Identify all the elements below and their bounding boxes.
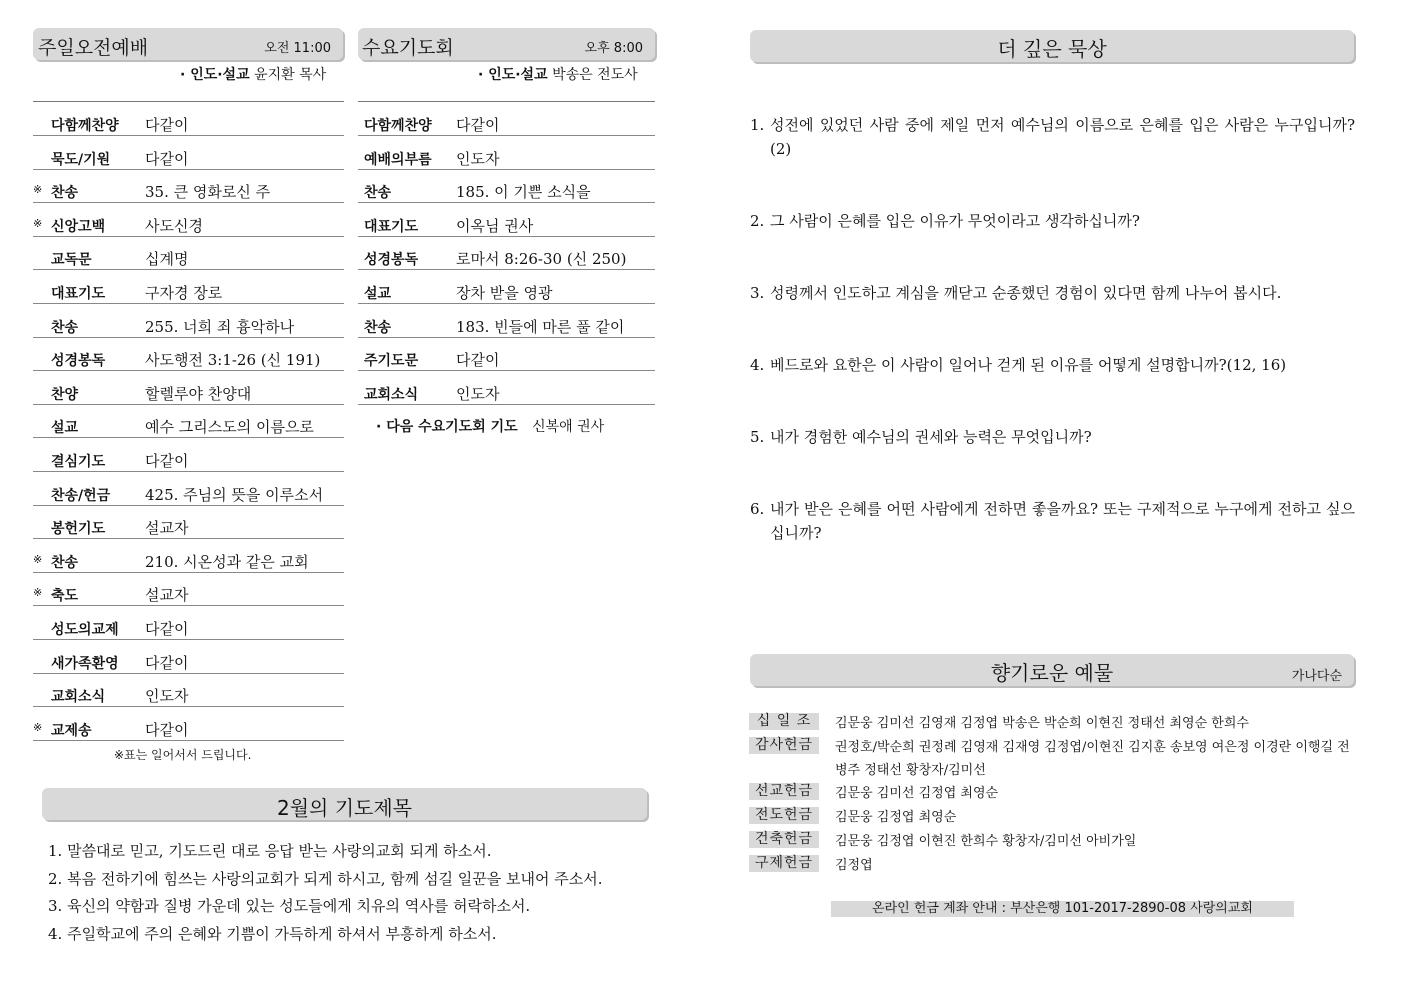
prayer-list — [48, 838, 602, 948]
offering-names: 김문웅 김미선 김정엽 최영순 — [835, 786, 999, 801]
service-row — [358, 270, 655, 304]
service-row — [33, 102, 344, 136]
row-value: 장차 받을 영광 — [456, 284, 553, 302]
offering-names: 김문웅 김정엽 최영순 — [835, 810, 957, 825]
standing-mark: ※ — [33, 216, 43, 230]
row-label: 찬양 — [51, 386, 79, 403]
row-value: 다같이 — [456, 116, 500, 134]
row-label: 교독문 — [51, 252, 92, 269]
wednesday-header — [358, 28, 655, 60]
prayer-item: 4. 주일학교에 주의 은혜와 기쁨이 가득하게 하셔서 부흥하게 하소서. — [48, 924, 497, 943]
row-value: 인도자 — [456, 384, 500, 403]
prayer-item: 3. 육신의 약함과 질병 가운데 있는 성도들에게 치유의 역사를 허락하소서. — [48, 897, 531, 915]
service-row — [33, 270, 344, 304]
question-item — [750, 281, 1355, 305]
sunday-header — [33, 28, 343, 60]
row-label: 주기도문 — [364, 353, 419, 370]
question-text: 내가 경험한 예수님의 권세와 능력은 무엇입니까? — [770, 428, 1092, 446]
meditation-title: 더 깊은 묵상 — [997, 37, 1107, 61]
offering-category: 십 일 조 — [749, 713, 819, 730]
service-row — [358, 136, 655, 170]
row-value: 255. 너희 죄 흉악하나 — [145, 317, 295, 336]
sunday-title: 주일오전예배 — [38, 37, 149, 59]
row-value: 185. 이 기쁜 소식을 — [456, 183, 591, 202]
question-item — [750, 425, 1355, 449]
row-label: 대표기도 — [364, 218, 419, 235]
row-value: 다같이 — [145, 116, 189, 134]
leader-name: 박송은 전도사 — [552, 67, 638, 83]
service-row — [358, 236, 655, 270]
service-row — [33, 236, 344, 270]
offering-names: 김정엽 — [835, 858, 873, 873]
prayer-title: 2월의 기도제목 — [276, 796, 412, 820]
service-row — [33, 304, 344, 338]
leader-label: · 인도·설교 — [478, 67, 548, 83]
question-number: 4. — [750, 356, 765, 374]
row-value: 35. 큰 영화로신 주 — [145, 183, 271, 202]
row-value: 설교자 — [145, 519, 189, 538]
service-row — [33, 707, 344, 741]
service-row — [33, 505, 344, 539]
row-value: 사도신경 — [145, 216, 203, 235]
question-item — [750, 353, 1355, 377]
service-row — [358, 102, 655, 136]
service-row — [33, 169, 344, 203]
row-label: 찬송 — [364, 185, 392, 202]
row-label: 봉헌기도 — [51, 521, 106, 538]
sunday-leader — [180, 64, 326, 84]
service-row — [33, 337, 344, 371]
row-value: 십계명 — [145, 250, 189, 269]
question-number: 5. — [750, 428, 765, 446]
row-label: 찬송/헌금 — [51, 487, 111, 504]
row-value: 할렐루야 찬양대 — [145, 384, 252, 403]
service-row — [33, 472, 344, 506]
row-label: 찬송 — [51, 319, 79, 336]
question-item — [750, 497, 1355, 545]
offering-names: 김문웅 김정엽 이현진 한희수 황창자/김미선 아비가일 — [835, 834, 1137, 849]
row-value: 설교자 — [145, 586, 189, 605]
next-prayer-note — [376, 416, 604, 436]
offering-order-note: 가나다순 — [1291, 669, 1342, 684]
standing-note: ※표는 일어서서 드립니다. — [114, 748, 252, 762]
offering-category: 구제헌금 — [749, 855, 819, 872]
row-label: 찬송 — [364, 319, 392, 336]
row-value: 183. 빈들에 마른 풀 같이 — [456, 317, 625, 336]
row-value: 구자경 장로 — [145, 284, 223, 302]
offering-category: 감사헌금 — [749, 737, 819, 754]
service-row — [358, 337, 655, 371]
service-row — [33, 404, 344, 438]
service-row — [33, 371, 344, 405]
row-value: 다같이 — [145, 452, 189, 470]
service-row — [33, 136, 344, 170]
service-row — [33, 673, 344, 707]
row-value: 로마서 8:26-30 (신 250) — [456, 250, 627, 269]
service-row — [33, 203, 344, 237]
row-value: 인도자 — [456, 149, 500, 168]
row-label: 예배의부름 — [364, 151, 432, 168]
row-label: 교회소식 — [51, 689, 106, 706]
standing-mark: ※ — [33, 720, 43, 734]
question-number: 2. — [750, 212, 765, 230]
service-row — [358, 304, 655, 338]
offering-names: 김문웅 김미선 김영재 김정엽 박송은 박순희 이현진 정태선 최영순 한희수 — [835, 716, 1249, 731]
row-value: 예수 그리스도의 이름으로 — [145, 418, 314, 437]
row-label: 신앙고백 — [51, 218, 106, 235]
row-label: 성경봉독 — [51, 353, 106, 370]
service-row — [358, 203, 655, 237]
offering-header — [750, 654, 1354, 686]
row-label: 결심기도 — [51, 454, 106, 470]
offering-category: 전도헌금 — [749, 807, 819, 824]
question-text: 성전에 있었던 사람 중에 제일 먼저 예수님의 이름으로 은혜를 입은 사람은 누구입니까?(2) — [770, 116, 1355, 158]
question-number: 6. — [750, 500, 765, 518]
prayer-header — [42, 788, 647, 820]
offering-category: 선교헌금 — [749, 783, 819, 800]
wednesday-time: 오후 8:00 — [584, 41, 643, 56]
service-row — [358, 371, 655, 405]
row-label: 찬송 — [51, 554, 79, 571]
row-value: 다같이 — [145, 620, 189, 638]
prayer-item: 2. 복음 전하기에 힘쓰는 사랑의교회가 되게 하시고, 함께 섬길 일꾼을 보내어 주소서. — [48, 869, 603, 888]
row-value: 사도행전 3:1-26 (신 191) — [145, 351, 321, 370]
prayer-item: 1. 말씀대로 믿고, 기도드린 대로 응답 받는 사랑의교회 되게 하소서. — [48, 842, 492, 860]
row-label: 설교 — [364, 286, 392, 302]
row-value: 다같이 — [145, 653, 189, 672]
row-value: 이옥님 권사 — [456, 216, 534, 235]
service-row — [358, 169, 655, 203]
service-row — [33, 572, 344, 606]
online-account-info: 온라인 헌금 계좌 안내 : 부산은행 101-2017-2890-08 사랑의교회 — [831, 901, 1294, 917]
question-item — [750, 113, 1355, 161]
wednesday-leader — [478, 64, 638, 84]
service-row — [33, 640, 344, 674]
service-row — [33, 606, 344, 640]
question-text: 베드로와 요한은 이 사람이 일어나 걷게 된 이유를 어떻게 설명합니까?(12, 16) — [770, 356, 1287, 374]
row-label: 성경봉독 — [364, 252, 419, 269]
next-prayer-label: · 다음 수요기도회 기도 — [376, 419, 518, 435]
row-label: 교회소식 — [364, 386, 419, 403]
question-number: 1. — [750, 116, 765, 134]
offering-title: 향기로운 예물 — [990, 661, 1114, 685]
question-text: 그 사람이 은혜를 입은 이유가 무엇이라고 생각하십니까? — [770, 212, 1140, 230]
sunday-time: 오전 11:00 — [264, 41, 331, 56]
question-text: 성령께서 인도하고 계심을 깨닫고 순종했던 경험이 있다면 함께 나누어 봅시다. — [770, 284, 1282, 302]
row-value: 425. 주님의 뜻을 이루소서 — [145, 485, 324, 504]
row-label: 다함께찬양 — [364, 118, 432, 134]
leader-label: · 인도·설교 — [180, 67, 250, 83]
row-label: 성도의교제 — [51, 622, 119, 638]
standing-mark: ※ — [33, 552, 43, 566]
row-label: 대표기도 — [51, 286, 106, 302]
row-label: 새가족환영 — [51, 655, 119, 672]
offering-category: 건축헌금 — [749, 831, 819, 848]
row-value: 다같이 — [456, 351, 500, 370]
row-label: 묵도/기원 — [51, 151, 111, 168]
offering-names: 권정호/박순희 권정례 김영재 김재영 김정엽/이현진 김지훈 송보영 여은정 이경란 이행길 전병주 정태선 황창자/김미선 — [835, 740, 1350, 778]
standing-mark: ※ — [33, 183, 43, 197]
row-value: 다같이 — [145, 149, 189, 168]
row-label: 설교 — [51, 420, 79, 437]
meditation-header — [750, 30, 1354, 62]
row-value: 210. 시온성과 같은 교회 — [145, 552, 309, 571]
standing-mark: ※ — [33, 586, 43, 600]
wednesday-title: 수요기도회 — [362, 37, 454, 59]
row-label: 찬송 — [51, 185, 79, 202]
question-number: 3. — [750, 284, 765, 302]
next-prayer-name: 신복애 권사 — [532, 419, 605, 435]
question-text: 내가 받은 은혜를 어떤 사람에게 전하면 좋을까요? 또는 구제적으로 누구에게 전하고 싶으십니까? — [770, 500, 1355, 542]
row-value: 인도자 — [145, 687, 189, 706]
service-row — [33, 539, 344, 573]
row-label: 축도 — [51, 588, 79, 605]
row-value: 다같이 — [145, 720, 189, 739]
service-row — [33, 438, 344, 472]
question-item — [750, 209, 1355, 233]
row-label: 다함께찬양 — [51, 118, 119, 134]
leader-name: 윤지환 목사 — [254, 67, 327, 83]
row-label: 교제송 — [51, 722, 92, 739]
